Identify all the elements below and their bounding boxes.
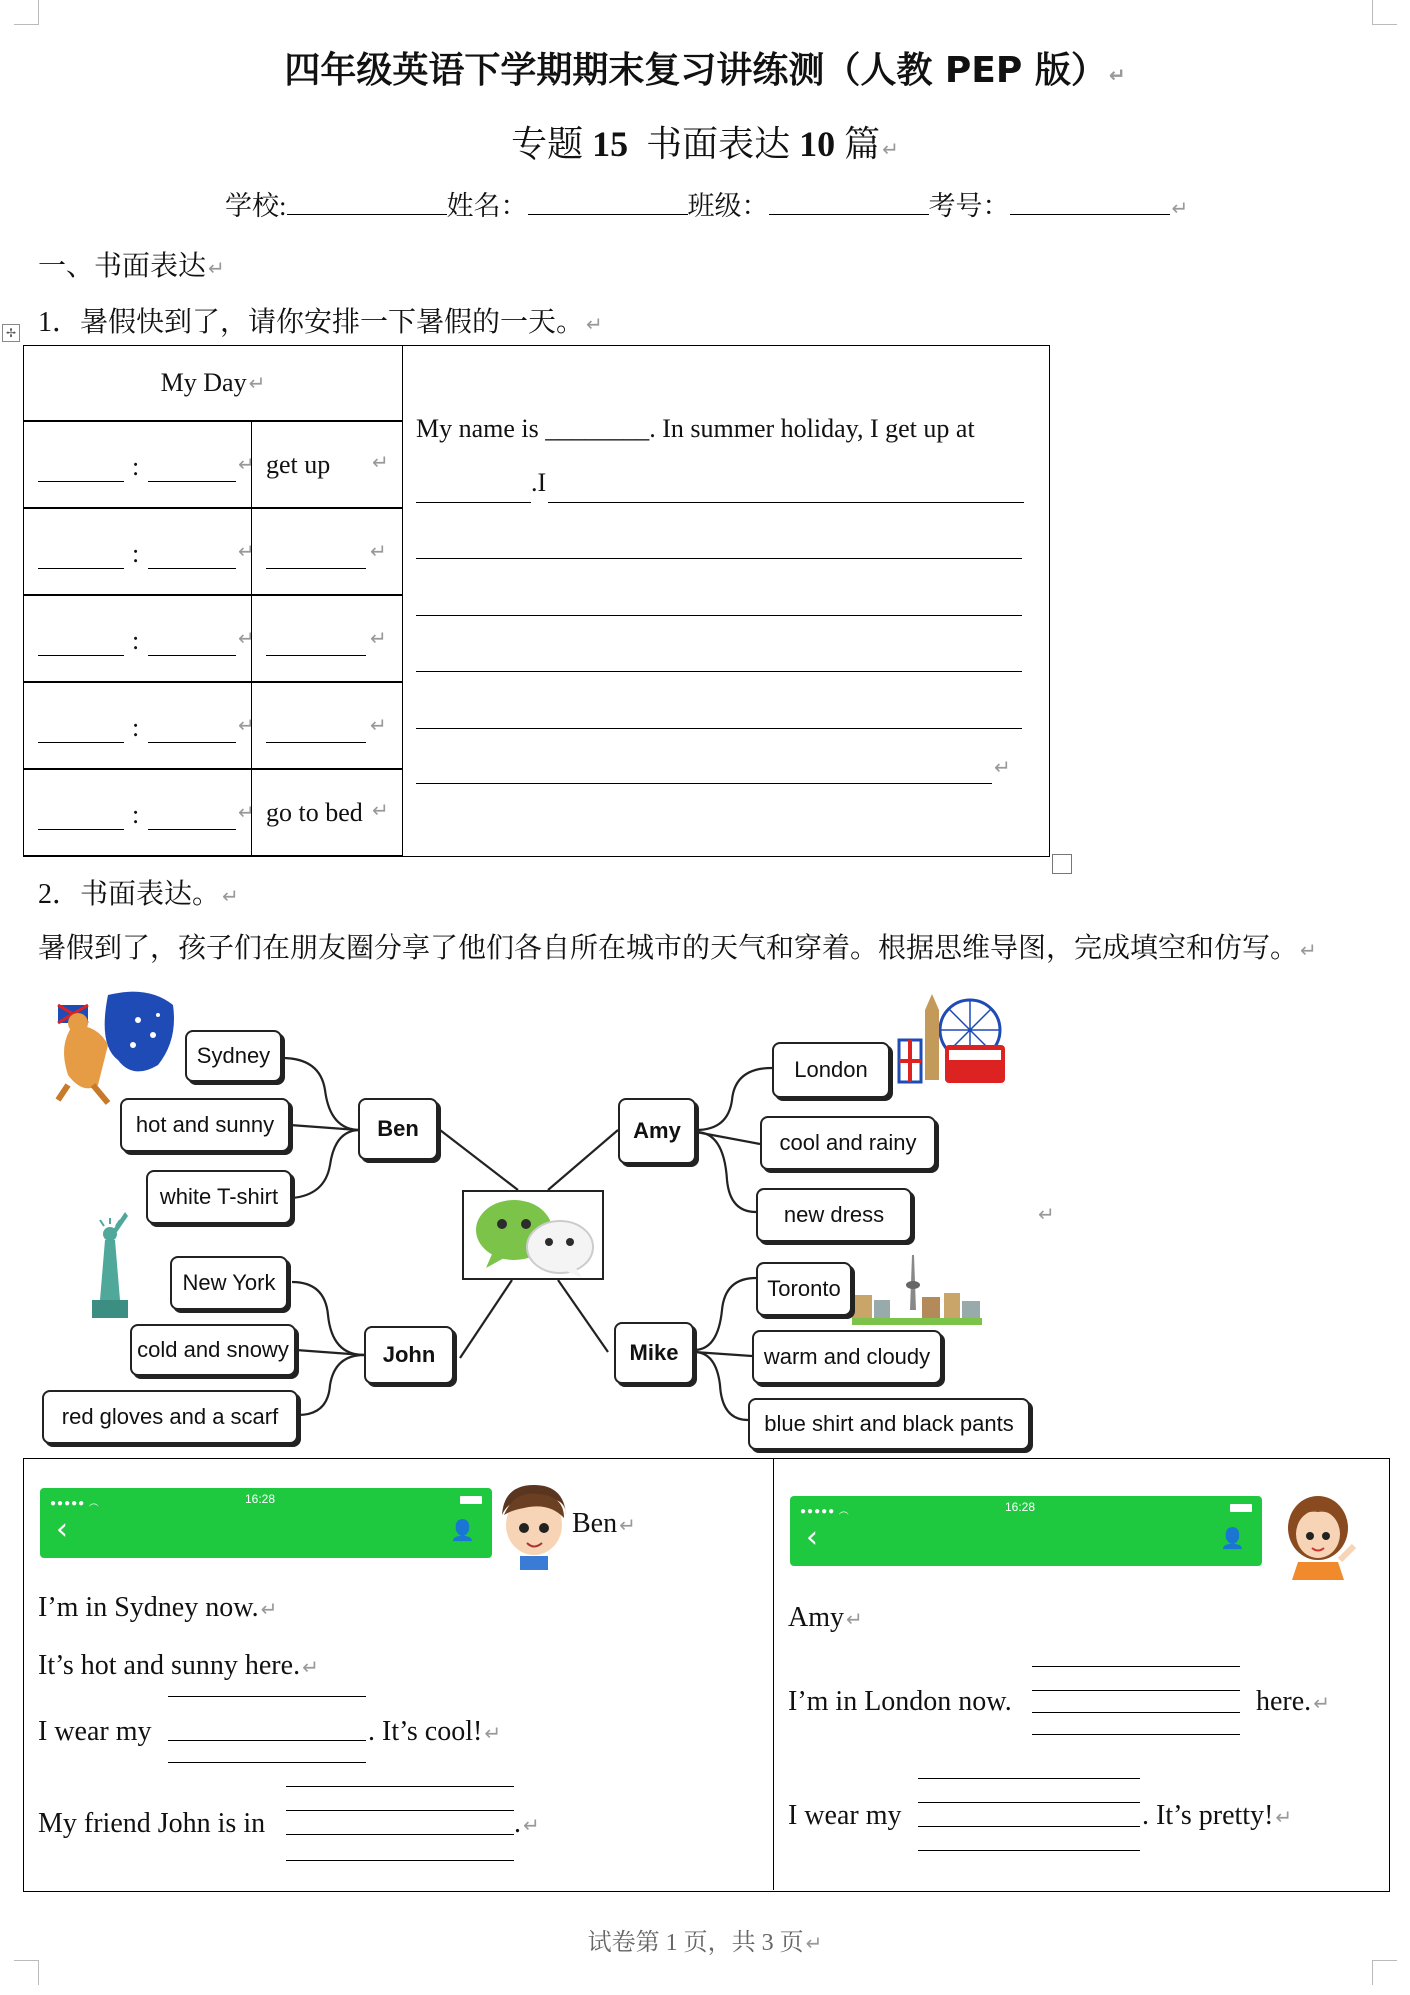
amy-weather-blank[interactable]: [1032, 1734, 1240, 1735]
table-resize-handle[interactable]: [1052, 854, 1072, 874]
wechat-header-amy: ●●●●● ︵ 16:28 ‹ 👤: [790, 1496, 1262, 1566]
wechat-logo-icon: [462, 1190, 604, 1280]
mindmap-city-amy: London: [772, 1042, 890, 1098]
ben-post-line-2: It’s hot and sunny here. ↵: [38, 1650, 319, 1681]
page-subtitle: 专题 15 书面表达 10 篇 ↵: [511, 124, 899, 164]
time-colon: :: [132, 626, 140, 655]
amy-weather-blank[interactable]: [1032, 1666, 1240, 1667]
activity-cell[interactable]: ↵: [251, 595, 403, 682]
table-move-handle-icon[interactable]: ✢: [2, 324, 20, 342]
time-cell[interactable]: : ↵: [23, 508, 252, 595]
section1-heading: 一、书面表达 ↵: [38, 251, 225, 282]
time-colon: :: [132, 452, 140, 481]
amy-post-line-1-pre: I’m in London now.: [788, 1686, 1012, 1717]
wechat-header-ben: ●●●●● ︵ 16:28 ‹ 👤: [40, 1488, 492, 1558]
my-day-header: My Day ↵: [23, 345, 403, 421]
mindmap-city-toronto: Toronto: [756, 1262, 852, 1316]
ben-post-name: Ben ↵: [572, 1508, 636, 1539]
kangaroo-australia-icon: [38, 985, 178, 1105]
user-icon[interactable]: 👤: [1220, 1528, 1245, 1550]
corner-mark-br: [1372, 1960, 1397, 1985]
mindmap-name-amy: Amy: [618, 1098, 696, 1164]
amy-weather-blank[interactable]: [1032, 1690, 1240, 1691]
amy-post-line-2-post: . It’s pretty! ↵: [1142, 1800, 1293, 1831]
mindmap-city-john: New York: [170, 1256, 288, 1310]
question-2: 2．书面表达。 ↵: [38, 879, 239, 910]
back-chevron-icon[interactable]: ‹: [56, 1512, 68, 1547]
toronto-cn-tower-icon: [852, 1255, 982, 1325]
ben-post-line-4-post: . ↵: [514, 1808, 540, 1839]
corner-mark-tr: [1372, 0, 1397, 25]
mindmap-clothes-amy: new dress: [756, 1188, 912, 1242]
id-blank[interactable]: [1010, 188, 1170, 215]
amy-post-line-2-pre: I wear my: [788, 1800, 902, 1831]
mindmap-name-ben: Ben: [358, 1098, 438, 1160]
corner-mark-tl: [14, 0, 39, 25]
activity-cell[interactable]: ↵: [251, 508, 403, 595]
time-cell[interactable]: : ↵: [23, 421, 252, 508]
mindmap-name-mike: Mike: [614, 1322, 694, 1384]
amy-weather-blank[interactable]: [1032, 1712, 1240, 1713]
question-1: 1．暑假快到了，请你安排一下暑假的一天。 ↵: [38, 307, 603, 338]
mindmap-weather-amy: cool and rainy: [760, 1116, 936, 1170]
london-landmarks-icon: [895, 990, 1015, 1090]
amy-post-name: Amy ↵: [788, 1602, 863, 1633]
mindmap-name-john: John: [364, 1326, 454, 1384]
amy-clothes-blank[interactable]: [918, 1802, 1140, 1803]
user-icon[interactable]: 👤: [450, 1520, 475, 1542]
ben-post-line-3-post: . It’s cool! ↵: [368, 1716, 502, 1747]
writing-blank-line[interactable]: [416, 615, 1022, 616]
writing-blank-line[interactable]: [416, 783, 992, 784]
ben-friend-blank[interactable]: [286, 1860, 514, 1861]
amy-avatar: [1278, 1490, 1358, 1580]
writing-blank-line[interactable]: [416, 558, 1022, 559]
mindmap-weather-john: cold and snowy: [130, 1324, 296, 1376]
corner-mark-bl: [14, 1960, 39, 1985]
instruction-text: 暑假到了，孩子们在朋友圈分享了他们各自所在城市的天气和穿着。根据思维导图，完成填空和仿写。 ↵: [38, 933, 1317, 964]
ben-post-line-3-pre: I wear my: [38, 1716, 152, 1747]
writing-line-2-tail: .I: [531, 468, 547, 497]
writing-blank-line[interactable]: [416, 671, 1022, 672]
amy-post-line-1-post: here. ↵: [1256, 1686, 1330, 1717]
mindmap-city-ben: Sydney: [185, 1030, 282, 1082]
activity-cell[interactable]: ↵: [251, 682, 403, 769]
ben-friend-blank[interactable]: [286, 1786, 514, 1787]
activity-label: go to bed: [266, 798, 363, 827]
mindmap-weather-mike: warm and cloudy: [752, 1330, 942, 1384]
class-blank[interactable]: [769, 188, 929, 215]
ben-avatar: [494, 1480, 572, 1570]
time-colon: :: [132, 800, 140, 829]
mindmap-clothes-ben: white T-shirt: [146, 1170, 292, 1224]
ben-clothes-blank[interactable]: [168, 1762, 366, 1763]
ben-post-line-4-pre: My friend John is in: [38, 1808, 266, 1839]
ben-post-line-1: I’m in Sydney now. ↵: [38, 1592, 278, 1623]
mindmap-weather-ben: hot and sunny: [120, 1098, 290, 1152]
student-info-line: 学校: 姓名： 班级： 考号： ↵: [225, 184, 1188, 223]
back-chevron-icon[interactable]: ‹: [806, 1520, 818, 1555]
name-blank[interactable]: [528, 188, 688, 215]
ben-clothes-blank[interactable]: [168, 1696, 366, 1697]
writing-blank-line[interactable]: [416, 728, 1022, 729]
time-cell[interactable]: : ↵: [23, 595, 252, 682]
statue-of-liberty-icon: [80, 1210, 140, 1320]
ben-clothes-blank[interactable]: [168, 1740, 366, 1741]
school-blank[interactable]: [287, 188, 447, 215]
amy-clothes-blank[interactable]: [918, 1778, 1140, 1779]
time-colon: :: [132, 713, 140, 742]
activity-cell: get up ↵: [251, 421, 403, 508]
page-footer: 试卷第 1 页，共 3 页 ↵: [587, 1930, 823, 1956]
time-cell[interactable]: : ↵: [23, 682, 252, 769]
ben-friend-blank[interactable]: [286, 1810, 514, 1811]
time-cell[interactable]: : ↵: [23, 769, 252, 856]
mindmap-clothes-john: red gloves and a scarf: [42, 1390, 298, 1444]
amy-clothes-blank[interactable]: [918, 1850, 1140, 1851]
activity-label: get up: [266, 450, 331, 479]
page-title: 四年级英语下学期期末复习讲练测（人教 PEP 版） ↵: [284, 50, 1126, 91]
amy-clothes-blank[interactable]: [918, 1826, 1140, 1827]
time-colon: :: [132, 539, 140, 568]
ben-friend-blank[interactable]: [286, 1834, 514, 1835]
mindmap-clothes-mike: blue shirt and black pants: [748, 1398, 1030, 1450]
activity-cell: go to bed ↵: [251, 769, 403, 856]
writing-line-1: My name is ________. In summer holiday, I get up at: [416, 414, 975, 443]
